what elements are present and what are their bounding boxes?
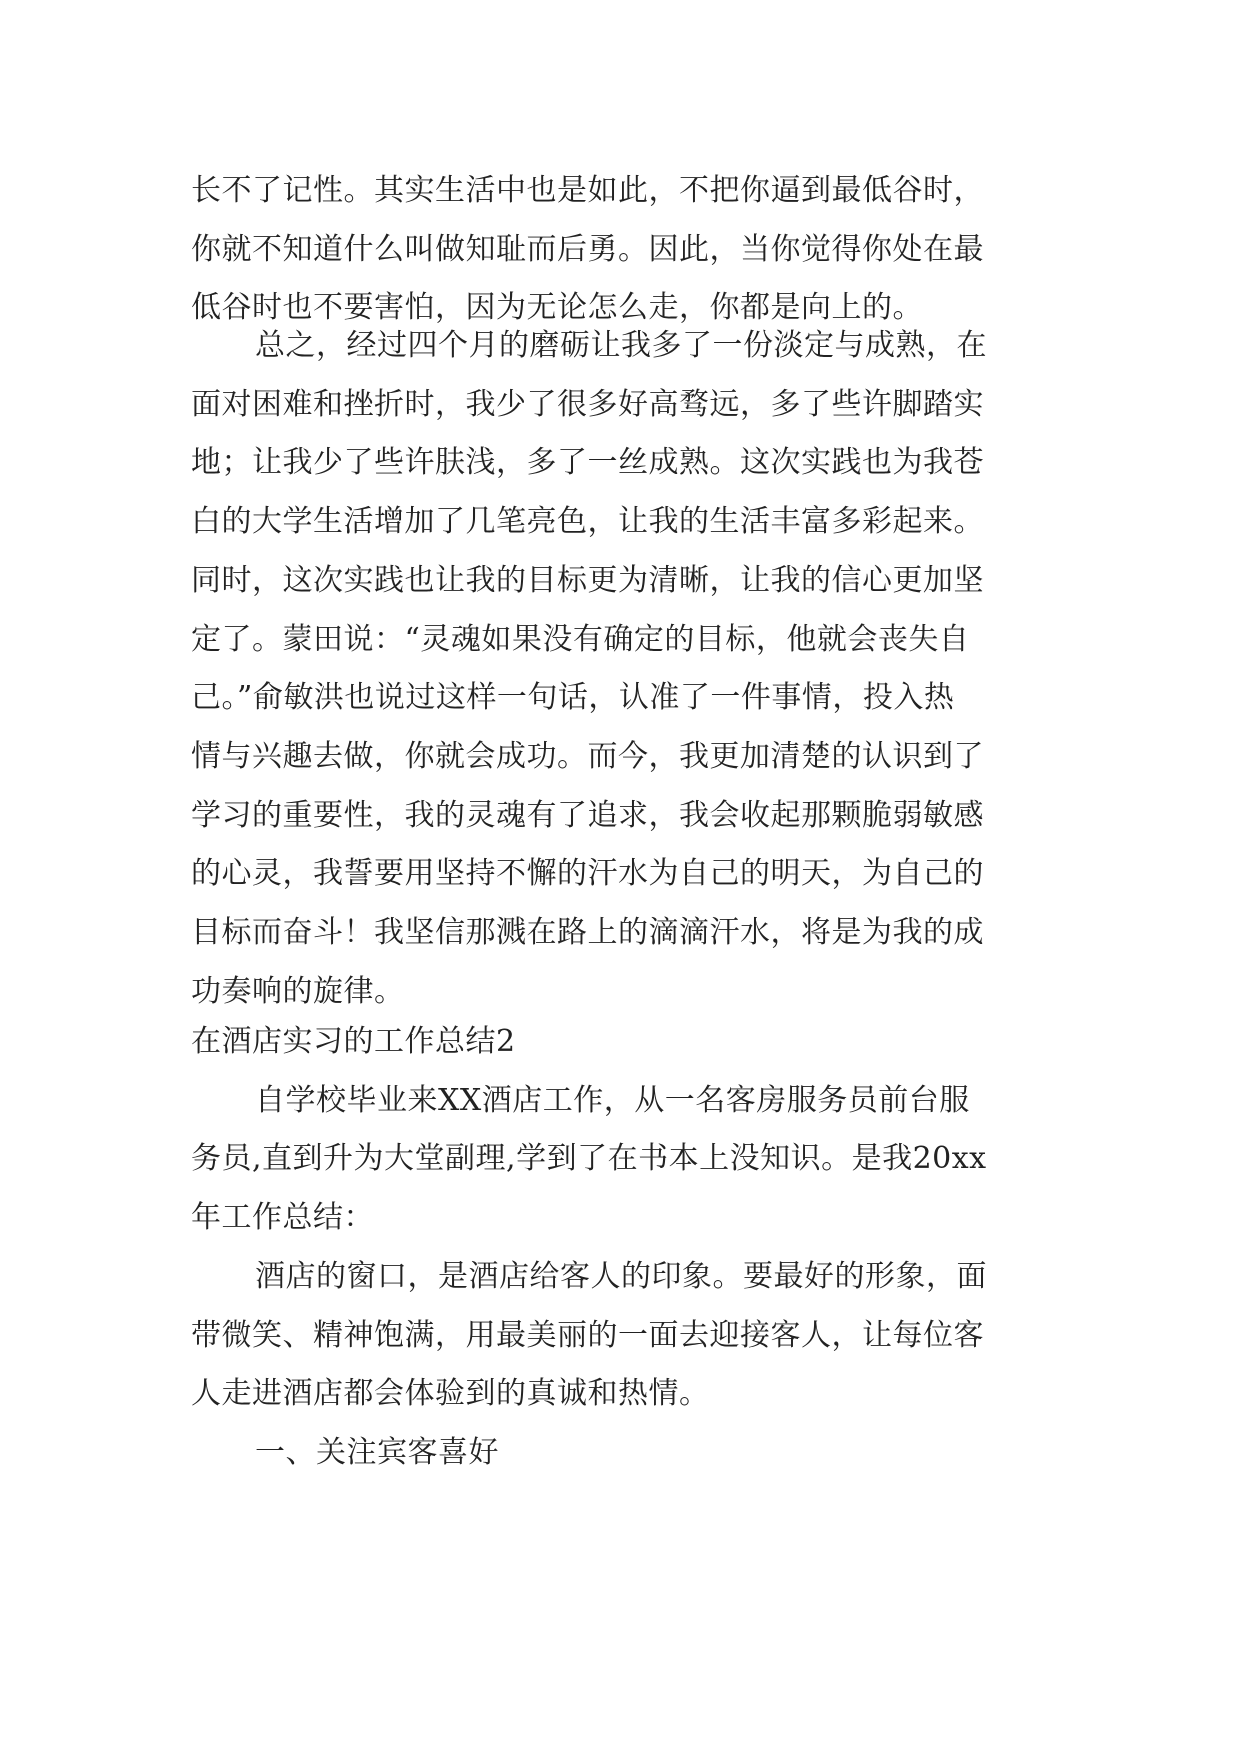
text-line: 酒店的窗口，是酒店给客人的印象。要最好的形象，面 bbox=[255, 1258, 987, 1294]
text-line: 你就不知道什么叫做知耻而后勇。因此，当你觉得你处在最 bbox=[191, 231, 984, 267]
text-line: 低谷时也不要害怕，因为无论怎么走，你都是向上的。 bbox=[191, 290, 923, 326]
text-line: 情与兴趣去做，你就会成功。而今，我更加清楚的认识到了 bbox=[191, 738, 984, 774]
text-line: 定了。蒙田说：“灵魂如果没有确定的目标，他就会丧失自 bbox=[191, 621, 970, 657]
text-line: 己。”俞敏洪也说过这样一句话，认准了一件事情，投入热 bbox=[191, 680, 955, 716]
paragraph-continued bbox=[191, 162, 1061, 338]
text-line: 带微笑、精神饱满，用最美丽的一面去迎接客人，让每位客 bbox=[191, 1317, 984, 1353]
text-line: 长不了记性。其实生活中也是如此，不把你逼到最低谷时， bbox=[191, 173, 984, 208]
text-line: 务员,直到升为大堂副理,学到了在书本上没知识。是我20xx bbox=[191, 1141, 987, 1177]
text-line: 年工作总结： bbox=[191, 1200, 374, 1236]
text-line: 学习的重要性，我的灵魂有了追求，我会收起那颗脆弱敏感 bbox=[191, 797, 984, 833]
paragraph-summary bbox=[191, 317, 1061, 1021]
text-line: 面对困难和挫折时，我少了很多好高骛远，多了些许脚踏实 bbox=[191, 386, 984, 422]
section-title: 在酒店实习的工作总结2 bbox=[191, 1024, 516, 1059]
text-line: 目标而奋斗！我坚信那溅在路上的滴滴汗水，将是为我的成 bbox=[191, 915, 984, 951]
text-line: 功奏响的旋律。 bbox=[191, 973, 405, 1009]
text-line: 的心灵，我誓要用坚持不懈的汗水为自己的明天，为自己的 bbox=[191, 856, 984, 892]
text-line: 地；让我少了些许肤浅，多了一丝成熟。这次实践也为我苍 bbox=[191, 445, 984, 481]
text-line: 人走进酒店都会体验到的真诚和热情。 bbox=[191, 1376, 710, 1412]
text-line: 总之，经过四个月的磨砺让我多了一份淡定与成熟，在 bbox=[255, 328, 987, 363]
text-line: 自学校毕业来XX酒店工作，从一名客房服务员前台服 bbox=[255, 1082, 970, 1118]
section-hotel-summary bbox=[191, 1013, 1061, 1483]
subheading: 一、关注宾客喜好 bbox=[255, 1434, 499, 1470]
text-line: 同时，这次实践也让我的目标更为清晰，让我的信心更加坚 bbox=[191, 562, 984, 598]
text-line: 白的大学生活增加了几笔亮色，让我的生活丰富多彩起来。 bbox=[191, 504, 984, 540]
